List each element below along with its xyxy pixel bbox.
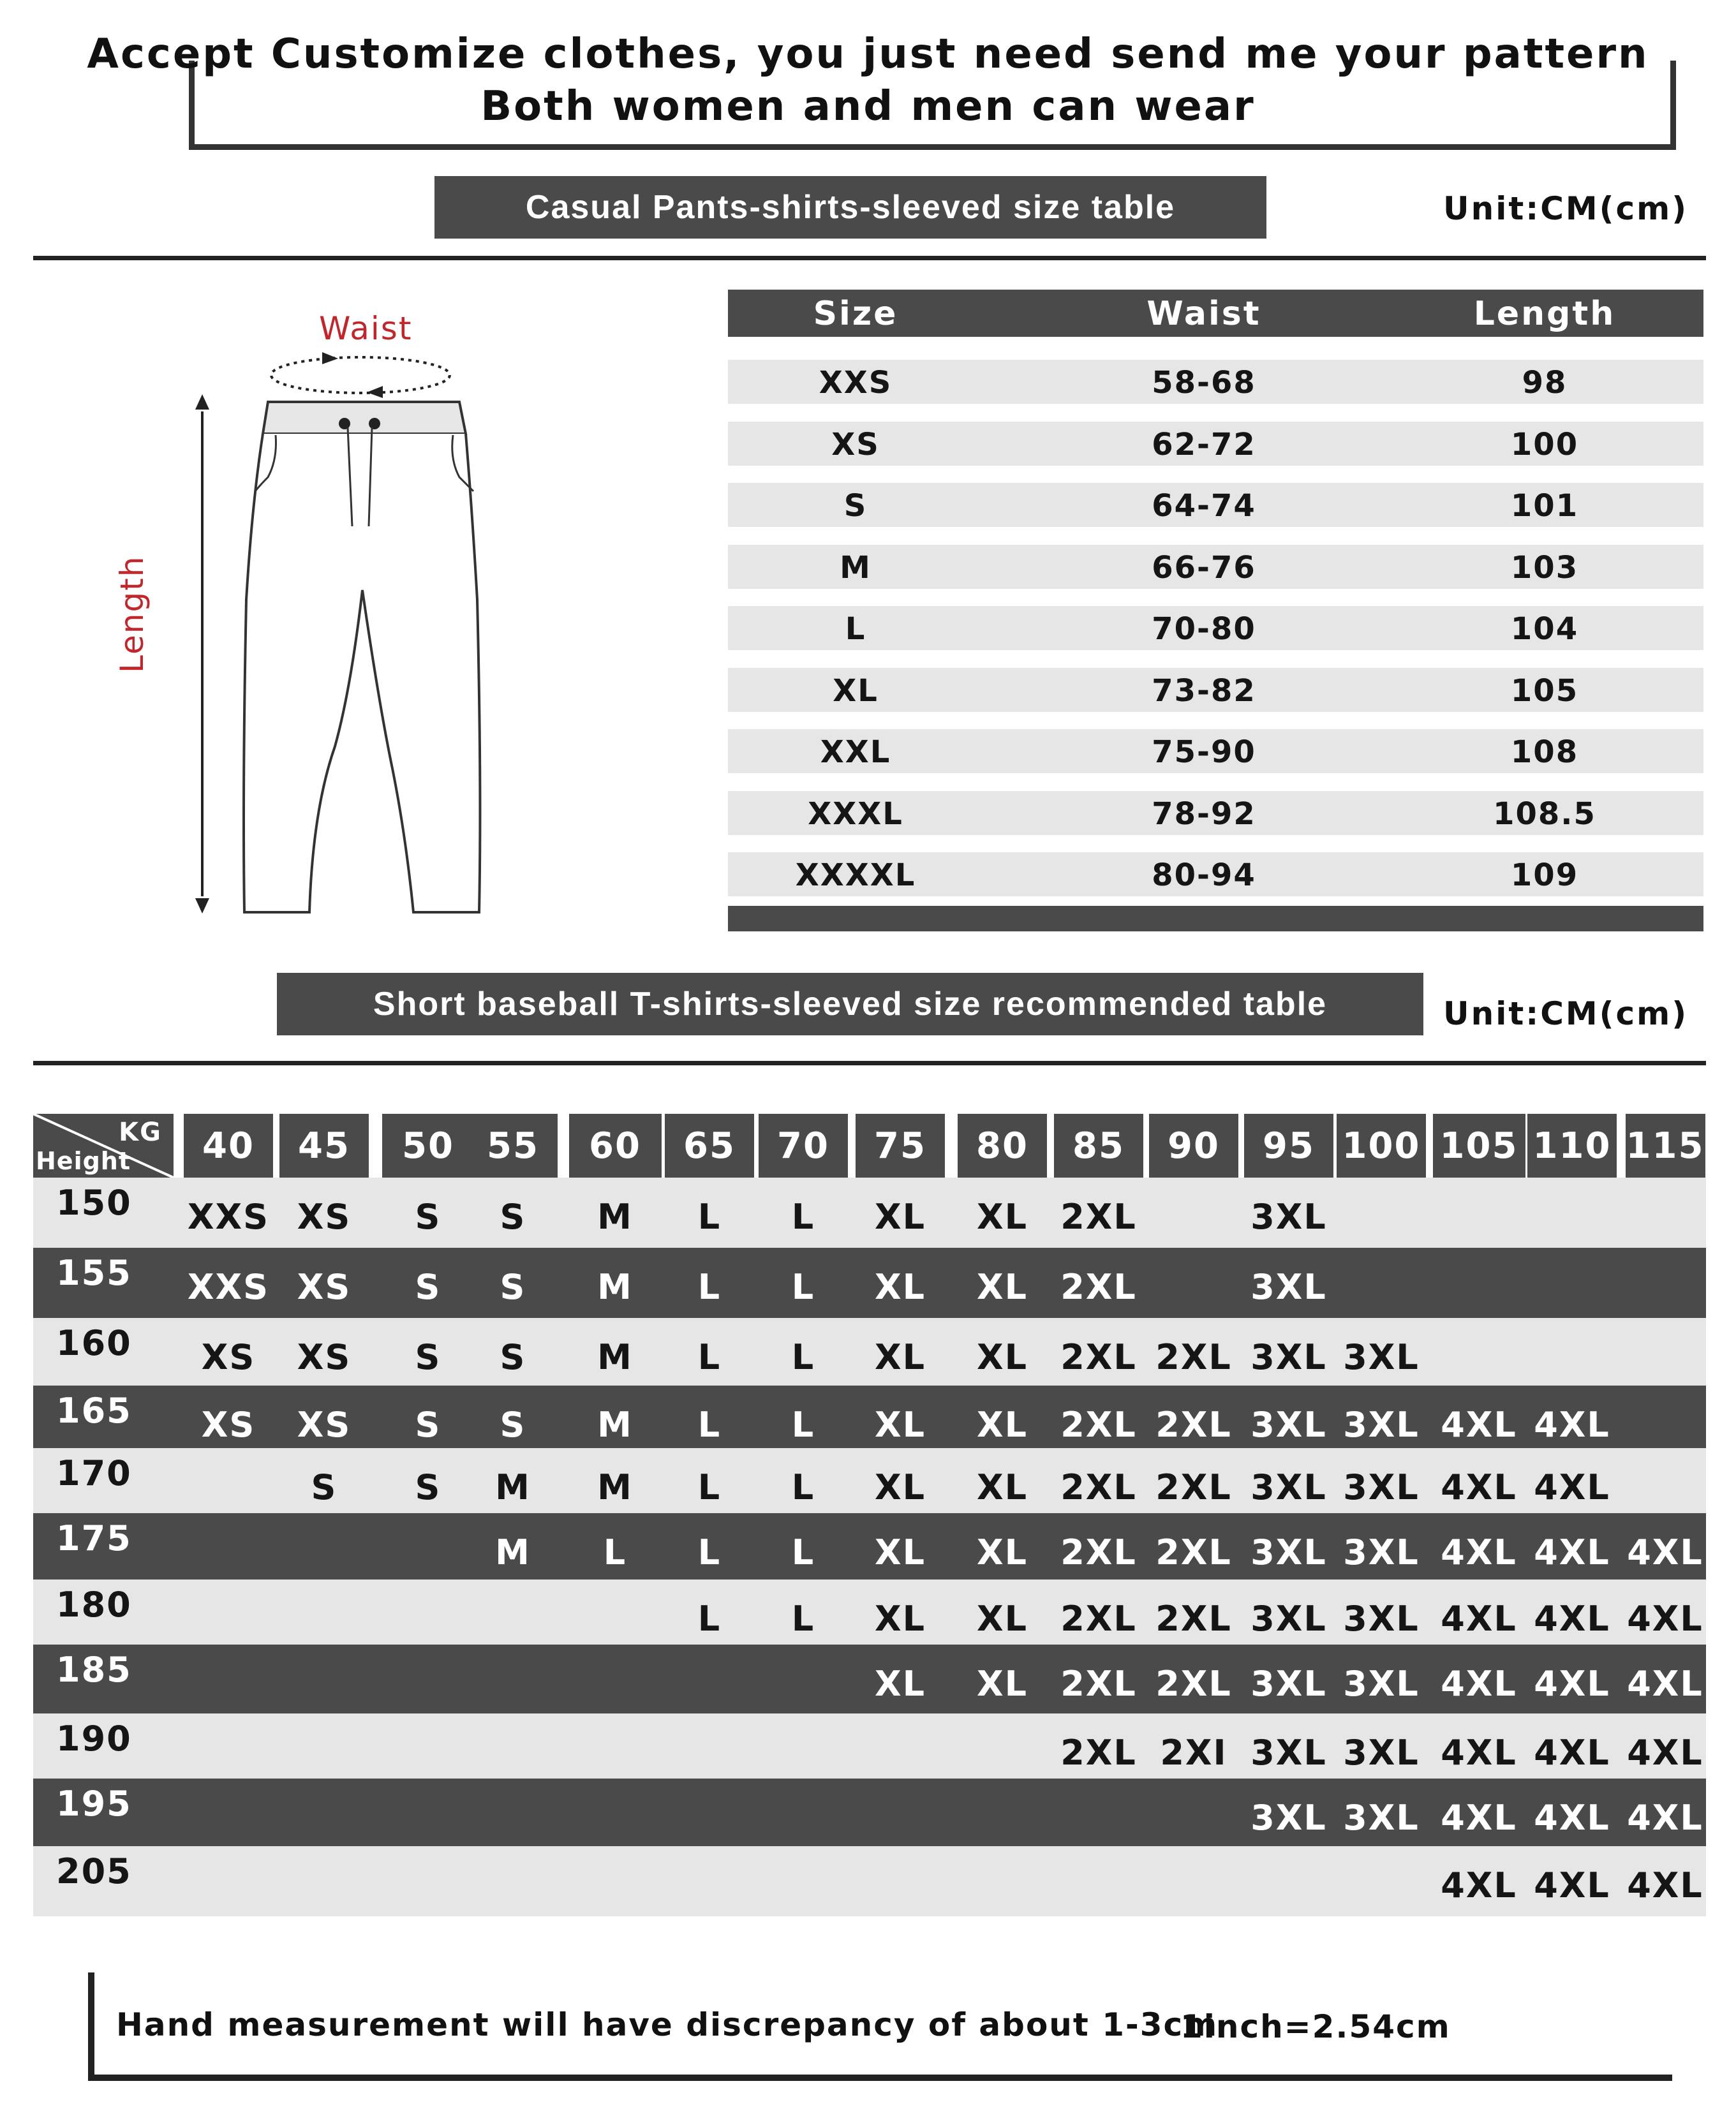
size-cell: 4XL <box>1534 1664 1610 1704</box>
corner-kg-label: KG <box>119 1118 162 1147</box>
cell-size: XL <box>833 672 879 709</box>
size-cell: 4XL <box>1441 1798 1517 1838</box>
cell-waist: 64-74 <box>1152 488 1256 524</box>
size-cell: 3XL <box>1250 1267 1327 1307</box>
size-cell: L <box>791 1267 815 1307</box>
size-cell: XS <box>297 1197 352 1237</box>
size-cell: 4XL <box>1441 1405 1517 1445</box>
size-cell: 2XL <box>1060 1405 1137 1445</box>
size-cell: XL <box>874 1267 926 1307</box>
recommend-table-row <box>33 1580 1706 1645</box>
size-cell: 2XL <box>1155 1405 1232 1445</box>
size-cell: L <box>603 1532 627 1572</box>
header-waist: Waist <box>1146 295 1261 333</box>
size-cell: 4XL <box>1534 1532 1610 1572</box>
size-cell: XXS <box>187 1197 270 1237</box>
kg-header-cell: 65 <box>665 1114 754 1178</box>
cell-size: XXS <box>819 365 893 401</box>
size-cell: XL <box>874 1599 926 1639</box>
size-cell: L <box>697 1337 722 1377</box>
height-label: 180 <box>56 1585 132 1625</box>
kg-header-cell: 90 <box>1149 1114 1238 1178</box>
size-cell: 4XL <box>1441 1733 1517 1773</box>
size-cell: 4XL <box>1441 1532 1517 1572</box>
size-cell: S <box>500 1405 526 1445</box>
pants-table-footer-bar <box>728 906 1703 931</box>
kg-header-cell: 40 <box>184 1114 273 1178</box>
height-label: 175 <box>56 1518 132 1558</box>
size-cell: L <box>791 1197 815 1237</box>
length-arrow-top <box>195 394 209 410</box>
kg-header-cell: 60 <box>569 1114 662 1178</box>
kg-header-cell: 55 <box>468 1114 558 1178</box>
waist-ellipse <box>271 357 450 393</box>
kg-header-cell: 45 <box>279 1114 369 1178</box>
recommend-table-row <box>33 1713 1706 1779</box>
size-cell: 2XL <box>1155 1664 1232 1704</box>
recommend-table-row <box>33 1178 1706 1248</box>
size-cell: XL <box>976 1599 1028 1639</box>
cell-waist: 62-72 <box>1152 426 1256 462</box>
size-cell: M <box>597 1267 633 1307</box>
pants-table-row <box>728 483 1703 527</box>
size-cell: XS <box>297 1267 352 1307</box>
size-cell: 3XL <box>1343 1532 1420 1572</box>
cell-waist: 58-68 <box>1152 365 1256 401</box>
recommend-table-row <box>33 1513 1706 1580</box>
size-cell: 2XL <box>1155 1532 1232 1572</box>
size-cell: 4XL <box>1534 1798 1610 1838</box>
cell-waist: 78-92 <box>1152 795 1256 832</box>
pants-table-row <box>728 852 1703 896</box>
size-cell: S <box>500 1267 526 1307</box>
recommend-table-row <box>33 1318 1706 1386</box>
size-cell: 4XL <box>1627 1798 1703 1838</box>
height-label: 155 <box>56 1253 132 1293</box>
cell-length: 108.5 <box>1493 795 1596 832</box>
kg-header-cell: 80 <box>958 1114 1047 1178</box>
size-cell: 3XL <box>1250 1532 1327 1572</box>
header-line-2: Both women and men can wear <box>480 83 1256 130</box>
size-cell: 2XL <box>1060 1467 1137 1507</box>
size-cell: 4XL <box>1441 1865 1517 1905</box>
size-cell: M <box>495 1467 531 1507</box>
size-cell: 4XL <box>1534 1599 1610 1639</box>
recommend-table-row <box>33 1448 1706 1513</box>
size-cell: 2XL <box>1155 1337 1232 1377</box>
pants-table-header <box>728 290 1703 337</box>
cell-length: 100 <box>1510 426 1579 462</box>
kg-header-cell: 70 <box>759 1114 848 1178</box>
recommend-table-row <box>33 1248 1706 1318</box>
size-cell: 3XL <box>1250 1733 1327 1773</box>
size-cell: 4XL <box>1441 1599 1517 1639</box>
size-cell: XL <box>874 1532 926 1572</box>
size-cell: S <box>415 1337 441 1377</box>
unit-label-2: Unit:CM(cm) <box>1443 995 1689 1032</box>
cell-size: L <box>845 611 866 647</box>
cell-length: 105 <box>1510 672 1579 709</box>
size-cell: 4XL <box>1627 1664 1703 1704</box>
size-cell: S <box>500 1337 526 1377</box>
size-cell: 2XL <box>1060 1664 1137 1704</box>
footer-note: Hand measurement will have discrepancy of about 1-3cm <box>116 2006 1219 2043</box>
size-cell: 2XL <box>1060 1532 1137 1572</box>
size-cell: XL <box>976 1532 1028 1572</box>
cell-waist: 80-94 <box>1152 857 1256 893</box>
size-cell: 3XL <box>1343 1664 1420 1704</box>
size-cell: S <box>311 1467 338 1507</box>
cell-length: 108 <box>1510 734 1579 770</box>
size-cell: 4XL <box>1441 1664 1517 1704</box>
size-cell: XL <box>976 1267 1028 1307</box>
cell-size: XS <box>831 426 880 462</box>
pants-table-title: Casual Pants-shirts-sleeved size table <box>434 176 1266 239</box>
recommend-table-row <box>33 1846 1706 1916</box>
size-cell: 4XL <box>1627 1733 1703 1773</box>
size-cell: XL <box>976 1405 1028 1445</box>
unit-label-1: Unit:CM(cm) <box>1443 190 1689 227</box>
size-cell: XL <box>874 1467 926 1507</box>
recommend-table-row <box>33 1645 1706 1713</box>
recommend-table-row <box>33 1386 1706 1448</box>
pants-outline <box>244 434 480 912</box>
size-cell: 3XL <box>1343 1405 1420 1445</box>
size-cell: 4XL <box>1534 1865 1610 1905</box>
size-cell: 4XL <box>1627 1532 1703 1572</box>
kg-header-cell: 85 <box>1054 1114 1143 1178</box>
size-cell: XL <box>874 1337 926 1377</box>
size-cell: M <box>597 1337 633 1377</box>
size-cell: 3XL <box>1250 1599 1327 1639</box>
header-line-1: Accept Customize clothes, you just need send me your pattern <box>87 31 1649 78</box>
pants-table-row <box>728 729 1703 773</box>
cell-waist: 73-82 <box>1152 672 1256 709</box>
size-cell: L <box>791 1467 815 1507</box>
pants-table-row <box>728 668 1703 712</box>
size-cell: 4XL <box>1534 1733 1610 1773</box>
kg-header-cell: 110 <box>1527 1114 1617 1178</box>
kg-header-cell: 95 <box>1244 1114 1333 1178</box>
size-cell: 2XL <box>1060 1337 1137 1377</box>
pants-table-row <box>728 360 1703 404</box>
cell-waist: 66-76 <box>1152 549 1256 586</box>
corner-height-label: Height <box>36 1147 131 1175</box>
pants-table-row <box>728 422 1703 466</box>
height-label: 170 <box>56 1453 132 1493</box>
height-label: 205 <box>56 1851 132 1891</box>
size-cell: S <box>415 1467 441 1507</box>
waist-arrow-left <box>367 386 383 398</box>
size-cell: 4XL <box>1627 1599 1703 1639</box>
footer-conversion: 1inch=2.54cm <box>1180 2008 1451 2045</box>
height-label: 165 <box>56 1391 132 1431</box>
size-cell: L <box>791 1405 815 1445</box>
size-cell: S <box>415 1267 441 1307</box>
cell-size: XXXXL <box>795 857 916 893</box>
divider-2 <box>33 1061 1706 1065</box>
size-cell: XS <box>297 1337 352 1377</box>
pants-table-row <box>728 545 1703 589</box>
table-corner-cell <box>33 1114 174 1178</box>
size-cell: 3XL <box>1343 1733 1420 1773</box>
cell-length: 109 <box>1510 857 1579 893</box>
cell-length: 101 <box>1510 488 1579 524</box>
cell-size: S <box>843 488 868 524</box>
kg-header-cell: 115 <box>1626 1114 1705 1178</box>
size-cell: XL <box>976 1197 1028 1237</box>
size-cell: S <box>415 1405 441 1445</box>
kg-header-cell: 50 <box>382 1114 475 1178</box>
size-cell: M <box>597 1197 633 1237</box>
cell-size: M <box>840 549 872 586</box>
size-cell: S <box>415 1197 441 1237</box>
size-cell: L <box>697 1197 722 1237</box>
drawstring-knot-right <box>369 418 380 429</box>
size-cell: L <box>791 1599 815 1639</box>
length-arrow-bottom <box>195 898 209 914</box>
size-cell: XL <box>874 1664 926 1704</box>
size-cell: 4XL <box>1534 1405 1610 1445</box>
size-cell: 2XL <box>1060 1733 1137 1773</box>
size-cell: S <box>500 1197 526 1237</box>
size-cell: M <box>597 1467 633 1507</box>
height-label: 185 <box>56 1650 132 1690</box>
size-cell: L <box>697 1532 722 1572</box>
height-label: 150 <box>56 1183 132 1223</box>
pants-diagram <box>128 300 510 925</box>
size-cell: 3XL <box>1250 1337 1327 1377</box>
divider-1 <box>33 256 1706 260</box>
header-length: Length <box>1473 295 1616 333</box>
pants-table-row <box>728 791 1703 835</box>
size-cell: 2XL <box>1060 1267 1137 1307</box>
size-cell: 3XL <box>1343 1599 1420 1639</box>
kg-header-cell: 75 <box>856 1114 945 1178</box>
size-cell: XS <box>201 1405 256 1445</box>
size-cell: L <box>791 1337 815 1377</box>
kg-header-cell: 100 <box>1337 1114 1426 1178</box>
size-cell: XS <box>201 1337 256 1377</box>
size-cell: 3XL <box>1343 1337 1420 1377</box>
kg-header-cell: 105 <box>1433 1114 1525 1178</box>
size-cell: 3XL <box>1250 1405 1327 1445</box>
size-cell: 3XL <box>1250 1798 1327 1838</box>
cell-waist: 70-80 <box>1152 611 1256 647</box>
size-cell: L <box>697 1467 722 1507</box>
height-label: 190 <box>56 1719 132 1759</box>
size-cell: XXS <box>187 1267 270 1307</box>
cell-size: XXXL <box>808 795 903 832</box>
size-cell: L <box>697 1267 722 1307</box>
size-cell: L <box>697 1405 722 1445</box>
size-cell: 3XL <box>1250 1664 1327 1704</box>
size-cell: 3XL <box>1250 1197 1327 1237</box>
size-cell: 4XL <box>1627 1865 1703 1905</box>
height-label: 195 <box>56 1784 132 1824</box>
size-cell: 4XL <box>1534 1467 1610 1507</box>
size-cell: XL <box>874 1405 926 1445</box>
size-cell: 2XI <box>1160 1733 1228 1773</box>
cell-length: 103 <box>1510 549 1579 586</box>
waist-label: Waist <box>319 310 413 347</box>
cell-waist: 75-90 <box>1152 734 1256 770</box>
recommend-table-title: Short baseball T-shirts-sleeved size recommended table <box>277 973 1423 1035</box>
size-cell: 2XL <box>1060 1599 1137 1639</box>
size-cell: XL <box>976 1467 1028 1507</box>
height-label: 160 <box>56 1323 132 1363</box>
size-cell: XL <box>874 1197 926 1237</box>
waistband <box>263 402 466 434</box>
size-cell: L <box>697 1599 722 1639</box>
recommend-table-row <box>33 1779 1706 1846</box>
size-cell: 3XL <box>1343 1798 1420 1838</box>
size-cell: M <box>495 1532 531 1572</box>
length-label: Length <box>114 555 151 673</box>
size-cell: 4XL <box>1441 1467 1517 1507</box>
pants-table-row <box>728 606 1703 650</box>
size-cell: 2XL <box>1155 1599 1232 1639</box>
cell-length: 98 <box>1522 365 1568 401</box>
size-cell: 2XL <box>1155 1467 1232 1507</box>
header-size: Size <box>813 295 898 333</box>
size-cell: 2XL <box>1060 1197 1137 1237</box>
cell-length: 104 <box>1510 611 1579 647</box>
size-cell: XL <box>976 1664 1028 1704</box>
size-cell: 3XL <box>1250 1467 1327 1507</box>
size-cell: M <box>597 1405 633 1445</box>
cell-size: XXL <box>820 734 891 770</box>
size-cell: XL <box>976 1337 1028 1377</box>
size-cell: L <box>791 1532 815 1572</box>
size-cell: 3XL <box>1343 1467 1420 1507</box>
waist-arrow-right <box>322 352 338 364</box>
size-cell: XS <box>297 1405 352 1445</box>
